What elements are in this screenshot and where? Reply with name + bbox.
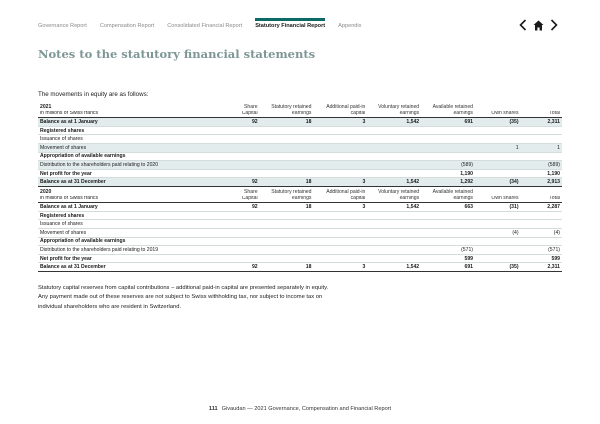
table-cell bbox=[313, 237, 367, 246]
column-header-line1: Voluntary retained bbox=[378, 189, 420, 195]
table-cell bbox=[313, 135, 367, 144]
table-row bbox=[38, 237, 562, 246]
column-header-line1 bbox=[475, 189, 521, 196]
table-cell bbox=[521, 135, 562, 144]
table-row bbox=[38, 254, 562, 263]
table-cell: 1 bbox=[475, 143, 521, 152]
table-cell bbox=[421, 143, 475, 152]
table-cell bbox=[214, 228, 260, 237]
column-header-line2: Own shares bbox=[475, 111, 521, 118]
table-cell: (4) bbox=[521, 228, 562, 237]
column-header-line1 bbox=[521, 104, 562, 111]
table-cell bbox=[313, 161, 367, 170]
table-cell bbox=[421, 211, 475, 220]
page-number: 111 bbox=[208, 406, 218, 412]
table-cell bbox=[260, 254, 314, 263]
table-cell: (4) bbox=[475, 228, 521, 237]
column-header-line2: capital bbox=[313, 111, 367, 118]
table-row bbox=[38, 178, 562, 187]
table-cell: 1,190 bbox=[521, 169, 562, 178]
equity-movements-table-2020 bbox=[38, 189, 562, 272]
table-cell bbox=[260, 228, 314, 237]
table-cell bbox=[367, 220, 421, 229]
table-cell bbox=[421, 237, 475, 246]
column-header-line1: Available retained bbox=[432, 189, 473, 195]
column-header-line2: earnings bbox=[260, 196, 314, 203]
table-cell bbox=[214, 211, 260, 220]
table-cell bbox=[260, 152, 314, 161]
table-cell bbox=[260, 211, 314, 220]
table-cell: 663 bbox=[421, 203, 475, 212]
table-row bbox=[38, 135, 562, 144]
table-cell bbox=[421, 126, 475, 135]
table-cell bbox=[367, 246, 421, 255]
table-cell bbox=[475, 152, 521, 161]
table-cell: (35) bbox=[475, 263, 521, 272]
table-cell bbox=[475, 126, 521, 135]
table-cell bbox=[521, 152, 562, 161]
table-cell bbox=[214, 246, 260, 255]
column-header-line1: Additional paid-in bbox=[326, 104, 366, 110]
table-cell bbox=[214, 152, 260, 161]
table-row bbox=[38, 263, 562, 272]
table-cell bbox=[521, 126, 562, 135]
page-navigation-icons bbox=[519, 19, 558, 31]
table-cell: 18 bbox=[260, 118, 314, 127]
table-cell bbox=[313, 211, 367, 220]
table-cell bbox=[260, 143, 314, 152]
table-cell bbox=[214, 169, 260, 178]
home-icon[interactable] bbox=[533, 20, 544, 31]
table-cell: 2,287 bbox=[521, 203, 562, 212]
page-footer bbox=[0, 406, 600, 412]
table-cell bbox=[260, 161, 314, 170]
table-cell bbox=[367, 169, 421, 178]
table-cell bbox=[214, 126, 260, 135]
table-row bbox=[38, 152, 562, 161]
table-cell bbox=[313, 246, 367, 255]
table-cell bbox=[313, 143, 367, 152]
column-header-line2: Capital bbox=[214, 111, 260, 118]
row-label: Balance as at 31 December bbox=[38, 263, 214, 272]
table-cell: (35) bbox=[475, 118, 521, 127]
table-cell: 1,542 bbox=[367, 263, 421, 272]
table-cell: 1 bbox=[521, 143, 562, 152]
table-cell bbox=[214, 143, 260, 152]
nav-statutory-financial-report[interactable]: Statutory Financial Report bbox=[255, 23, 326, 29]
table-cell: (571) bbox=[421, 246, 475, 255]
table-cell bbox=[313, 126, 367, 135]
footer-text: Givaudan — 2021 Governance, Compensation and Financial Report bbox=[221, 406, 392, 412]
row-label: Net profit for the year bbox=[38, 169, 214, 178]
row-label: Registered shares bbox=[38, 126, 214, 135]
column-header-line2: earnings bbox=[367, 111, 421, 118]
table-cell: (571) bbox=[521, 246, 562, 255]
table-cell bbox=[214, 135, 260, 144]
table-cell bbox=[367, 237, 421, 246]
table-cell bbox=[421, 152, 475, 161]
table-cell bbox=[475, 161, 521, 170]
table-cell bbox=[313, 228, 367, 237]
table-row bbox=[38, 203, 562, 212]
table-row bbox=[38, 118, 562, 127]
table-cell bbox=[313, 152, 367, 161]
row-label: Balance as at 31 December bbox=[38, 178, 214, 187]
table-cell: 1,542 bbox=[367, 203, 421, 212]
column-header-line1 bbox=[475, 104, 521, 111]
table-cell bbox=[260, 169, 314, 178]
row-label: Movement of shares bbox=[38, 228, 214, 237]
table-cell bbox=[313, 254, 367, 263]
column-header-line1: Statutory retained bbox=[271, 189, 312, 195]
column-header-line1: Share bbox=[244, 189, 258, 195]
table-cell bbox=[475, 135, 521, 144]
table-cell: 92 bbox=[214, 118, 260, 127]
table-cell: (31) bbox=[475, 203, 521, 212]
table-cell: 1,292 bbox=[421, 178, 475, 187]
table-cell: 3 bbox=[313, 263, 367, 272]
table-cell: 92 bbox=[214, 203, 260, 212]
column-header-line2: earnings bbox=[421, 196, 475, 203]
table-cell bbox=[260, 135, 314, 144]
column-header-line2: Total bbox=[521, 196, 562, 203]
table-cell: 18 bbox=[260, 203, 314, 212]
column-header-line1: Statutory retained bbox=[271, 104, 312, 110]
column-header-line2: earnings bbox=[260, 111, 314, 118]
table-unit: in millions of Swiss francs bbox=[38, 196, 214, 203]
column-header-line1 bbox=[521, 189, 562, 196]
table-cell bbox=[367, 228, 421, 237]
column-header-line2: earnings bbox=[421, 111, 475, 118]
table-cell bbox=[260, 246, 314, 255]
table-row bbox=[38, 220, 562, 229]
table-cell bbox=[475, 211, 521, 220]
nav-compensation-report[interactable]: Compensation Report bbox=[99, 23, 155, 29]
table-cell bbox=[214, 237, 260, 246]
table-cell: (589) bbox=[521, 161, 562, 170]
table-cell: 1,190 bbox=[421, 169, 475, 178]
table-cell bbox=[214, 254, 260, 263]
capital-reserves-note: Statutory capital reserves from capital contributions – additional paid-in capital are presented separately in equity. Any payment made out of these reserves are not subject to Swiss withholding tax, nor subject to income tax on individual shareholders who are resident in Switzerland. bbox=[38, 285, 329, 310]
row-label: Balance as at 1 January bbox=[38, 203, 214, 212]
page-title: Notes to the statutory financial statements bbox=[38, 47, 316, 61]
row-label: Appropriation of available earnings bbox=[38, 237, 214, 246]
table-unit: in millions of Swiss francs bbox=[38, 111, 214, 118]
column-header-line1: Share bbox=[244, 104, 258, 110]
row-label: Net profit for the year bbox=[38, 254, 214, 263]
nav-consolidated-financial-report[interactable]: Consolidated Financial Report bbox=[167, 23, 243, 29]
table-row bbox=[38, 143, 562, 152]
table-cell bbox=[313, 220, 367, 229]
table-cell: 691 bbox=[421, 118, 475, 127]
table-row bbox=[38, 161, 562, 170]
table-cell: 599 bbox=[421, 254, 475, 263]
column-header-line2: earnings bbox=[367, 196, 421, 203]
table-cell: 92 bbox=[214, 178, 260, 187]
table-cell: 18 bbox=[260, 263, 314, 272]
table-cell bbox=[367, 135, 421, 144]
table-cell: (589) bbox=[421, 161, 475, 170]
intro-text: The movements in equity are as follows: bbox=[38, 91, 149, 98]
table-row bbox=[38, 126, 562, 135]
table-row bbox=[38, 211, 562, 220]
row-label: Registered shares bbox=[38, 211, 214, 220]
table-cell bbox=[214, 220, 260, 229]
table-cell bbox=[367, 152, 421, 161]
table-row bbox=[38, 228, 562, 237]
table-cell: 18 bbox=[260, 178, 314, 187]
table-cell bbox=[260, 220, 314, 229]
table-cell bbox=[475, 220, 521, 229]
table-cell bbox=[260, 126, 314, 135]
column-header-line2: Own shares bbox=[475, 196, 521, 203]
table-row bbox=[38, 169, 562, 178]
table-cell bbox=[475, 169, 521, 178]
column-header-line1: Available retained bbox=[432, 104, 473, 110]
table-cell: 3 bbox=[313, 203, 367, 212]
row-label: Movement of shares bbox=[38, 143, 214, 152]
table-cell: 1,542 bbox=[367, 178, 421, 187]
table-cell bbox=[421, 220, 475, 229]
table-cell bbox=[367, 254, 421, 263]
table-cell: 2,913 bbox=[521, 178, 562, 187]
table-cell bbox=[421, 135, 475, 144]
row-label: Distribution to the shareholders paid relating to 2019 bbox=[38, 246, 214, 255]
column-header-line2: capital bbox=[313, 196, 367, 203]
chevron-left-icon[interactable] bbox=[519, 19, 527, 31]
table-cell: 2,311 bbox=[521, 118, 562, 127]
table-cell bbox=[475, 237, 521, 246]
column-header-line2: Capital bbox=[214, 196, 260, 203]
table-cell: 2,311 bbox=[521, 263, 562, 272]
table-cell bbox=[475, 254, 521, 263]
table-cell: 1,542 bbox=[367, 118, 421, 127]
row-label: Appropriation of available earnings bbox=[38, 152, 214, 161]
row-label: Distribution to the shareholders paid relating to 2020 bbox=[38, 161, 214, 170]
row-label: Issuance of shares bbox=[38, 220, 214, 229]
nav-governance-report[interactable]: Governance Report bbox=[38, 23, 87, 29]
table-cell: 92 bbox=[214, 263, 260, 272]
chevron-right-icon[interactable] bbox=[550, 19, 558, 31]
top-navigation bbox=[38, 20, 374, 32]
table-cell bbox=[313, 169, 367, 178]
table-year: 2020 bbox=[40, 189, 52, 195]
row-label: Issuance of shares bbox=[38, 135, 214, 144]
column-header-line1: Additional paid-in bbox=[326, 189, 366, 195]
table-row bbox=[38, 246, 562, 255]
table-cell bbox=[421, 228, 475, 237]
table-cell bbox=[521, 220, 562, 229]
table-cell: 3 bbox=[313, 178, 367, 187]
nav-appendix[interactable]: Appendix bbox=[338, 23, 362, 29]
row-label: Balance as at 1 January bbox=[38, 118, 214, 127]
table-cell bbox=[475, 246, 521, 255]
equity-movements-table-2021 bbox=[38, 104, 562, 187]
table-cell bbox=[367, 126, 421, 135]
table-cell bbox=[367, 211, 421, 220]
table-cell bbox=[367, 161, 421, 170]
table-cell bbox=[260, 237, 314, 246]
table-cell: 691 bbox=[421, 263, 475, 272]
table-cell bbox=[521, 211, 562, 220]
table-cell: 599 bbox=[521, 254, 562, 263]
table-year: 2021 bbox=[40, 104, 52, 110]
table-cell bbox=[521, 237, 562, 246]
table-cell bbox=[214, 161, 260, 170]
column-header-line1: Voluntary retained bbox=[378, 104, 420, 110]
column-header-line2: Total bbox=[521, 111, 562, 118]
table-cell: 3 bbox=[313, 118, 367, 127]
table-cell bbox=[367, 143, 421, 152]
table-cell: (34) bbox=[475, 178, 521, 187]
